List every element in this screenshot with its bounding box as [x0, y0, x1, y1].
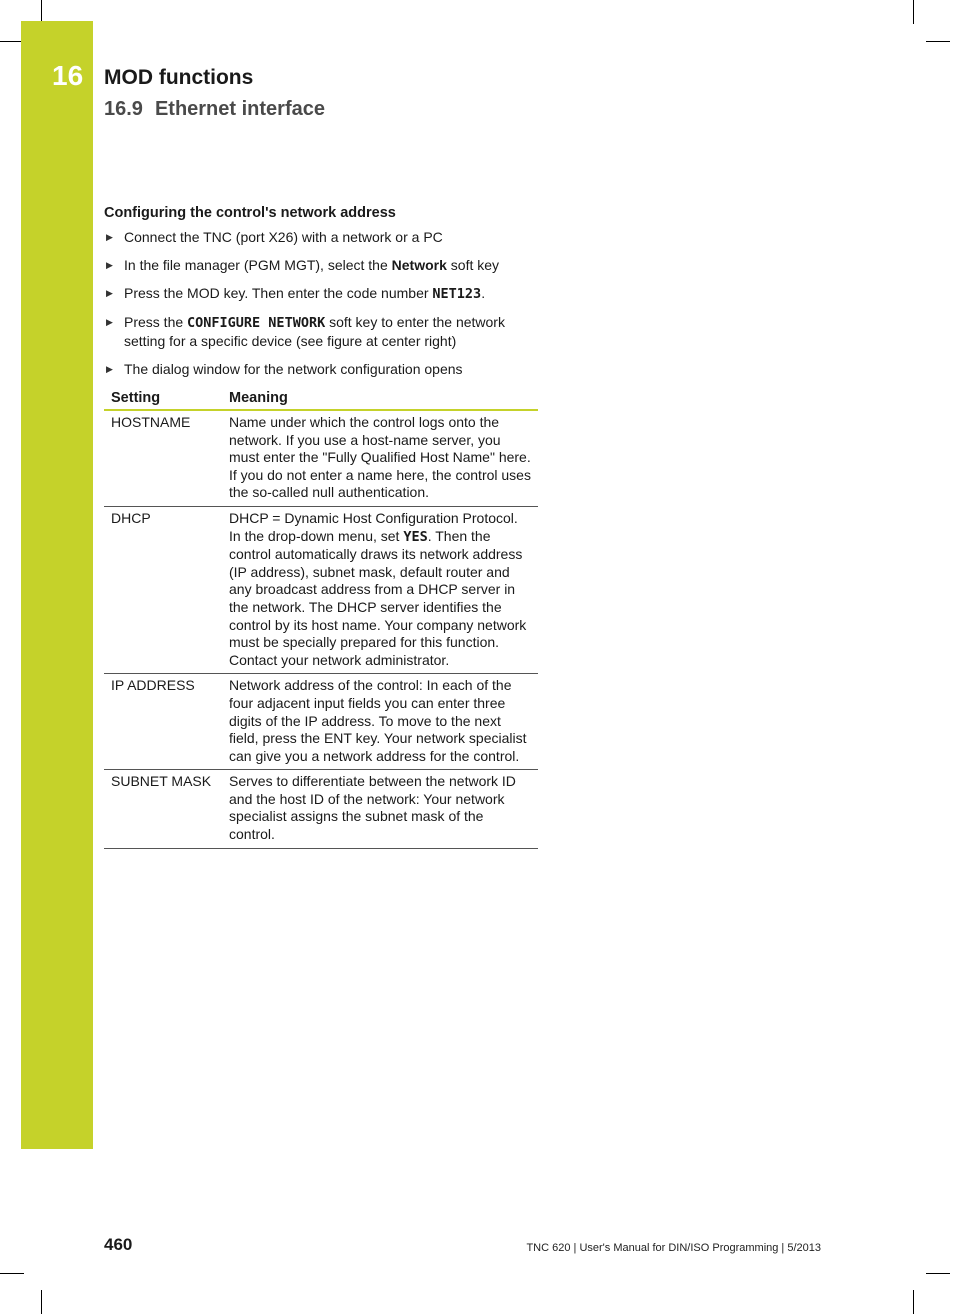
table-row — [104, 770, 538, 848]
crop-mark — [0, 1273, 24, 1274]
step-item: ▶ Connect the TNC (port X26) with a network or a PC — [106, 229, 443, 245]
triangle-right-icon: ▶ — [106, 232, 113, 242]
code-number: NET123 — [432, 286, 482, 302]
value-keyword: YES — [403, 528, 428, 545]
triangle-right-icon: ▶ — [106, 288, 113, 298]
chapter-tab-bar — [21, 21, 93, 1149]
column-header: Setting — [104, 388, 222, 410]
chapter-number: 16 — [52, 60, 84, 91]
meaning-cell: Network address of the control: In each of the four adjacent input fields you can enter three digits of the IP address. To move to the next field, press the ENT key. Your network specialist can give you a network address for the control. — [222, 674, 538, 770]
table-header-row — [104, 388, 538, 410]
settings-table — [104, 388, 538, 849]
triangle-right-icon: ▶ — [106, 260, 113, 270]
table-row — [104, 410, 538, 506]
section-name: Ethernet interface — [154, 98, 325, 120]
page-number: 460 — [104, 1235, 133, 1254]
setting-cell: IP ADDRESS — [104, 674, 222, 770]
sub-heading: Configuring the control's network address — [104, 205, 396, 221]
crop-mark — [913, 0, 914, 24]
setting-cell: HOSTNAME — [104, 410, 222, 506]
step-item: ▶ Press the MOD key. Then enter the code number NET123. — [106, 285, 486, 302]
step-list — [104, 228, 538, 378]
table-row — [104, 674, 538, 770]
softkey-name: Network — [391, 257, 447, 273]
crop-mark — [926, 1273, 950, 1274]
crop-mark — [913, 1290, 914, 1314]
meaning-cell: DHCP = Dynamic Host Configuration Protocol. In the drop-down menu, set YES. Then the control automatically draws its network address (IP address), subnet mask, default router and any broadcast address from a DHCP server in the network. The DHCP server identifies the control by its host name. Your company network must be specially prepared for this function. Contact your network administrator. — [222, 506, 538, 673]
setting-cell: DHCP — [104, 506, 222, 673]
footer-text: TNC 620 | User's Manual for DIN/ISO Programming | 5/2013 — [526, 1242, 821, 1254]
column-header: Meaning — [222, 388, 538, 410]
meaning-cell: Serves to differentiate between the network ID and the host ID of the network: Your network specialist assigns the subnet mask of the control. — [222, 770, 538, 848]
main-content — [104, 205, 538, 849]
softkey-name: CONFIGURE NETWORK — [187, 315, 326, 331]
section-number: 16.9 — [104, 98, 143, 120]
step-item: ▶ In the file manager (PGM MGT), select the Network soft key — [106, 257, 500, 273]
section-title — [104, 98, 325, 121]
triangle-right-icon: ▶ — [106, 364, 113, 374]
chapter-title: MOD functions — [104, 66, 254, 89]
step-item: ▶ Press the CONFIGURE NETWORK soft key to enter the network setting for a specific device (see figure at center right) — [106, 314, 505, 349]
table-row — [104, 506, 538, 673]
crop-mark — [926, 41, 950, 42]
step-item: ▶ The dialog window for the network configuration opens — [106, 361, 463, 377]
meaning-cell: Name under which the control logs onto the network. If you use a host-name server, you must enter the "Fully Qualified Host Name" here. If you do not enter a name here, the control uses the so-called null authentication. — [222, 410, 538, 506]
triangle-right-icon: ▶ — [106, 317, 113, 327]
setting-cell: SUBNET MASK — [104, 770, 222, 848]
crop-mark — [41, 1290, 42, 1314]
